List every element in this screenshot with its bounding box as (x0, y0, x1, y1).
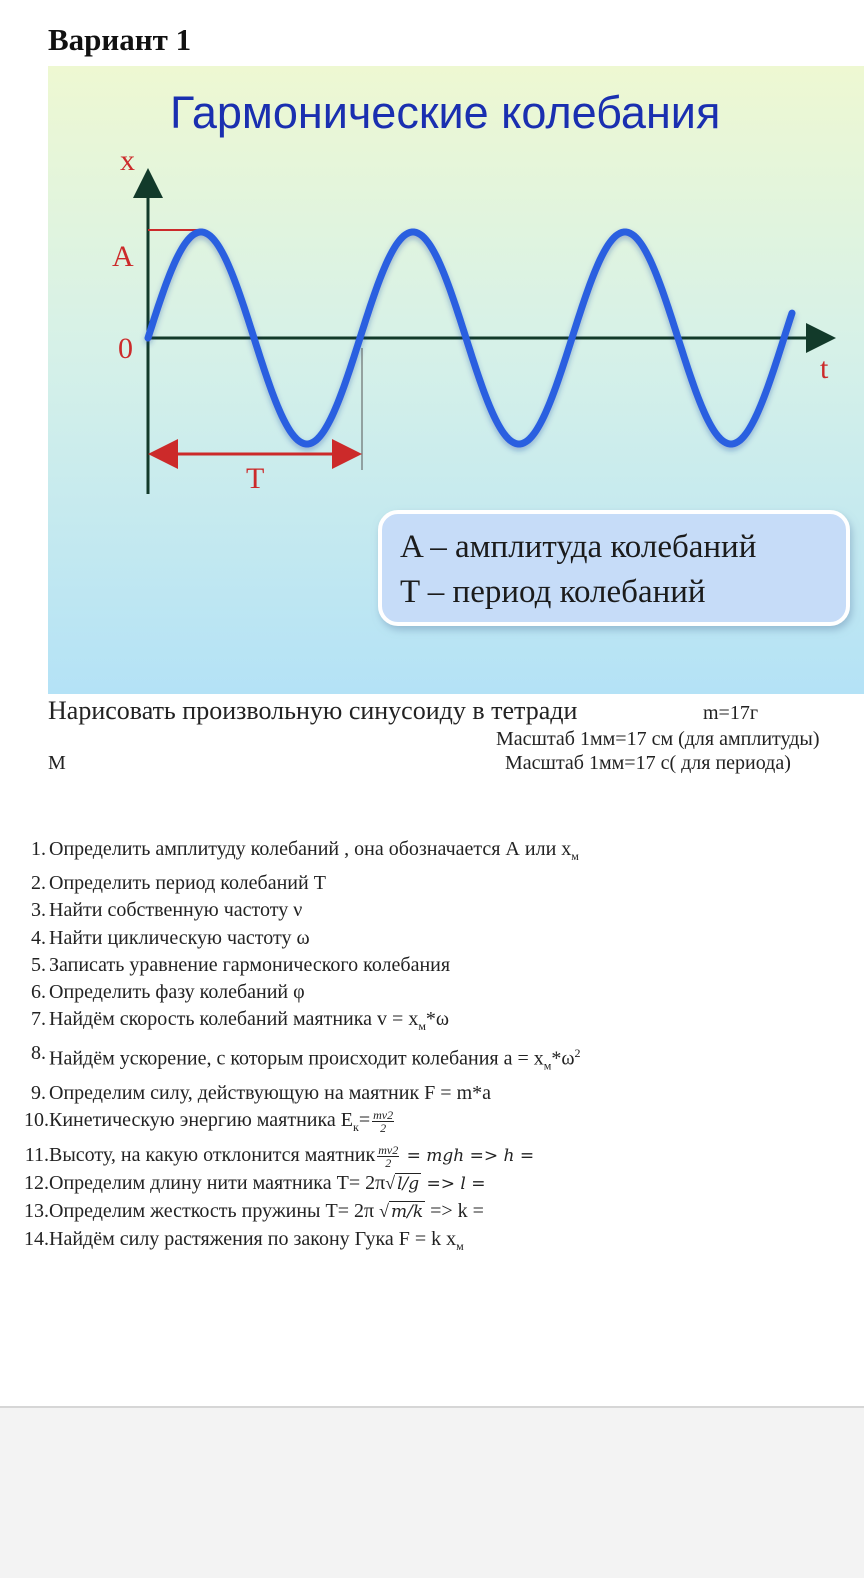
harmonic-oscillation-figure (48, 66, 864, 694)
legend-period: T – период колебаний (400, 574, 706, 610)
list-item (14, 1107, 834, 1141)
item-text: Определить период колебаний Т (49, 872, 326, 895)
list-item (14, 1170, 834, 1198)
item-text: Определить амплитуду колебаний , она обозначается А или x (49, 838, 572, 860)
oscillation-diagram (48, 66, 864, 694)
list-item (14, 1080, 834, 1107)
list-item (14, 1226, 834, 1260)
list-item (14, 979, 834, 1006)
axis-t-label: t (820, 352, 829, 385)
item-number: 4. (31, 926, 46, 949)
sqrt-content: l/g (397, 1173, 420, 1194)
item-number: 9. (31, 1082, 46, 1105)
formula-part: => l = (421, 1173, 486, 1194)
item-number: 14. (24, 1228, 49, 1251)
item-number: 12. (24, 1171, 49, 1194)
subscript: м (418, 1019, 426, 1034)
item-number: 8. (31, 1042, 46, 1065)
item-number: 2. (31, 872, 46, 895)
subscript: к (353, 1120, 359, 1135)
sqrt-sign: √ (385, 1172, 396, 1193)
fraction-denominator: 2 (385, 1155, 392, 1170)
subscript: м (571, 849, 579, 863)
formula-part: *ω (425, 1008, 450, 1031)
item-number: 11. (24, 1143, 49, 1166)
item-number: 7. (31, 1008, 46, 1031)
m-label: М (48, 752, 66, 774)
item-text: Определим длину нити маятника Т= 2π (49, 1171, 386, 1194)
list-item (14, 1040, 834, 1080)
amplitude-label: A (112, 240, 134, 273)
fraction (372, 1109, 394, 1134)
item-text: Кинетическую энергию маятника E (49, 1109, 354, 1132)
fraction-numerator: mv2 (378, 1142, 399, 1157)
item-text: Определим силу, действующую на маятник F = m*a (49, 1082, 492, 1105)
item-text: Определим жесткость пружины Т= 2π (49, 1200, 375, 1223)
task-instruction: Нарисовать произвольную синусоиду в тетради (48, 696, 578, 725)
formula-part: = (358, 1109, 371, 1132)
list-item (14, 1198, 834, 1226)
item-text: Найдём ускорение, с которым происходит колебания a = x (49, 1048, 544, 1071)
amplitude-scale: Масштаб 1мм=17 см (для амплитуды) (496, 728, 820, 750)
mass-value: m=17г (703, 702, 759, 724)
period-label: T (246, 462, 265, 495)
sqrt-content: m/k (390, 1202, 424, 1223)
item-text: Высоту, на какую отклонится маятник (49, 1143, 376, 1166)
item-text: Найти циклическую частоту ω (49, 926, 310, 949)
page-footer (0, 1406, 864, 1578)
subscript: м (456, 1239, 464, 1254)
list-item (14, 925, 834, 952)
item-number: 1. (31, 838, 46, 860)
fraction-denominator: 2 (380, 1121, 387, 1136)
figure-heading: Гармонические колебания (170, 87, 721, 138)
formula-part: => k = (425, 1200, 484, 1223)
item-number: 5. (31, 953, 46, 976)
superscript: 2 (574, 1046, 581, 1061)
list-item (14, 1006, 834, 1040)
item-text: Найдём силу растяжения по закону Гука F = k x (49, 1228, 457, 1251)
item-number: 3. (31, 899, 46, 922)
formula-part: *ω (551, 1048, 575, 1071)
item-text: Записать уравнение гармонического колебания (49, 953, 451, 976)
axis-x-label: x (120, 144, 135, 177)
steps-list (14, 836, 834, 1261)
fraction-numerator: mv2 (373, 1108, 394, 1123)
page-title: Вариант 1 (48, 22, 192, 57)
item-text: Определить фазу колебаний φ (49, 981, 305, 1004)
item-number: 6. (31, 981, 46, 1004)
item-text: Найти собственную частоту ν (49, 899, 303, 922)
list-item (14, 952, 834, 979)
sqrt-sign: √ (379, 1201, 389, 1222)
list-item (14, 870, 834, 897)
period-scale: Масштаб 1мм=17 с( для периода) (505, 752, 791, 774)
fraction (377, 1144, 399, 1169)
formula-part: = mgh => h = (401, 1145, 535, 1166)
item-number: 10. (24, 1109, 49, 1132)
origin-label: 0 (118, 332, 133, 365)
legend-amplitude: A – амплитуда колебаний (400, 529, 757, 565)
list-item (14, 897, 834, 924)
item-text: Найдём скорость колебаний маятника v = x (49, 1008, 419, 1031)
list-item (14, 1142, 834, 1170)
list-item (14, 836, 834, 870)
subscript: м (543, 1059, 552, 1074)
item-number: 13. (24, 1200, 49, 1223)
